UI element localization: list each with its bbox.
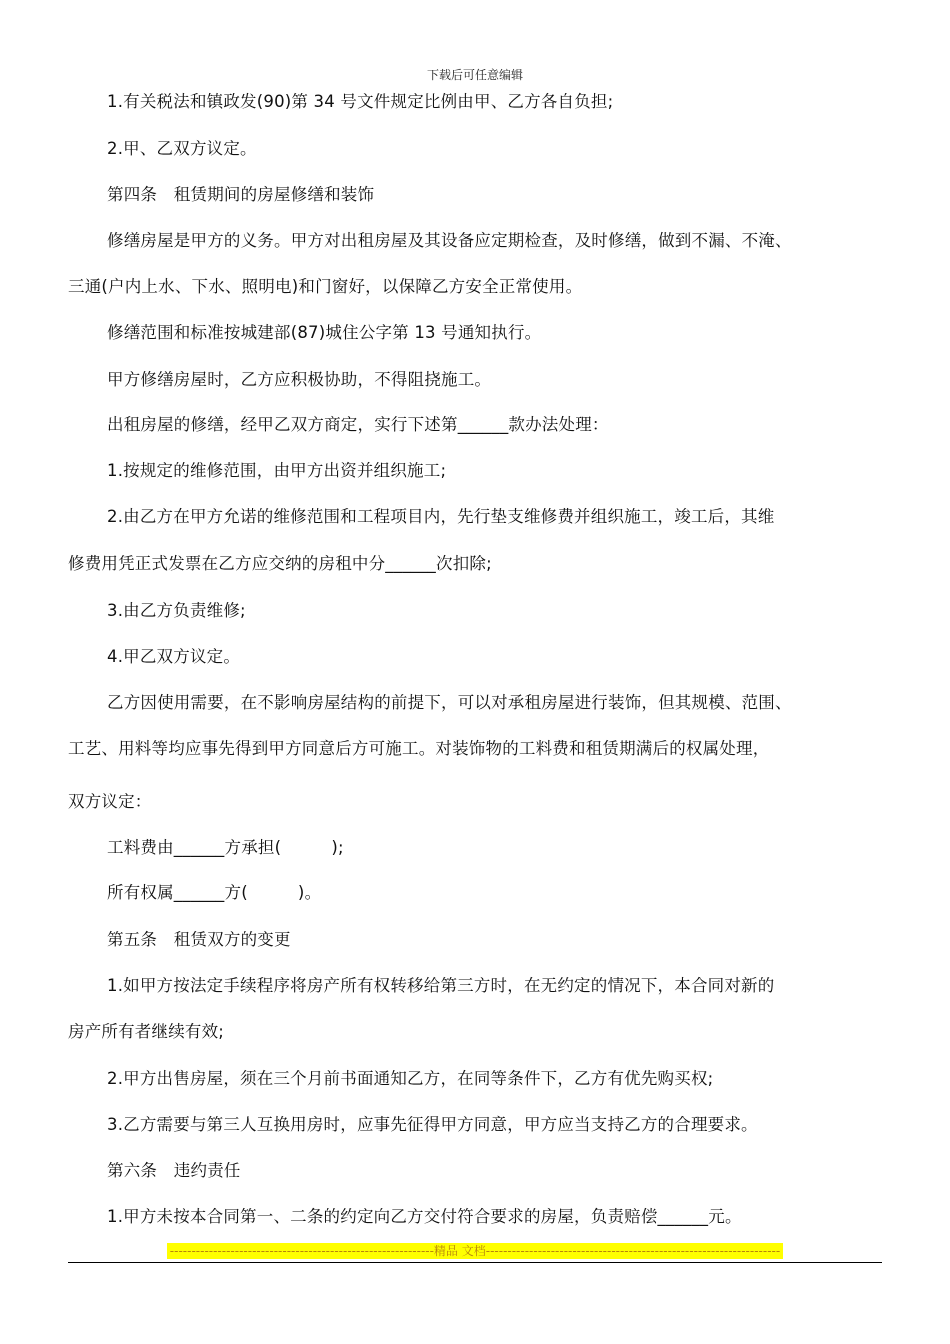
- section-heading: 第六条 违约责任: [107, 1161, 241, 1180]
- paragraph-line: 出租房屋的修缮，经甲乙双方商定，实行下述第______款办法处理：: [107, 415, 609, 434]
- paragraph-line: 4.甲乙双方议定。: [107, 647, 241, 666]
- paragraph-line: 三通(户内上水、下水、照明电)和门窗好，以保障乙方安全正常使用。: [68, 277, 583, 296]
- section-heading: 第四条 租赁期间的房屋修缮和装饰: [107, 185, 375, 204]
- paragraph-line: 3.由乙方负责维修;: [107, 601, 246, 620]
- paragraph-line: 乙方因使用需要，在不影响房屋结构的前提下，可以对承租房屋进行装饰，但其规模、范围、: [107, 693, 792, 712]
- paragraph-line: 房产所有者继续有效;: [68, 1022, 225, 1041]
- paragraph-line: 工料费由______方承担( );: [107, 838, 344, 857]
- paragraph-line: 3.乙方需要与第三人互换用房时，应事先征得甲方同意，甲方应当支持乙方的合理要求。: [107, 1115, 758, 1134]
- footer-banner: -------------------------------------------------------------精品 文档--------------------------------------------------------------------: [167, 1243, 783, 1259]
- paragraph-line: 2.甲方出售房屋，须在三个月前书面通知乙方，在同等条件下，乙方有优先购买权;: [107, 1069, 714, 1088]
- paragraph-line: 修费用凭正式发票在乙方应交纳的房租中分______次扣除;: [68, 554, 492, 573]
- page-header: 下载后可任意编辑: [426, 68, 523, 82]
- paragraph-line: 修缮范围和标准按城建部(87)城住公字第 13 号通知执行。: [107, 323, 542, 342]
- paragraph-line: 1.有关税法和镇政发(90)第 34 号文件规定比例由甲、乙方各自负担;: [107, 92, 614, 111]
- paragraph-line: 1.如甲方按法定手续程序将房产所有权转移给第三方时，在无约定的情况下，本合同对新的: [107, 976, 775, 995]
- paragraph-line: 修缮房屋是甲方的义务。甲方对出租房屋及其设备应定期检查，及时修缮，做到不漏、不淹、: [107, 231, 792, 250]
- paragraph-line: 2.甲、乙双方议定。: [107, 139, 257, 158]
- paragraph-line: 双方议定：: [68, 792, 152, 811]
- paragraph-line: 2.由乙方在甲方允诺的维修范围和工程项目内，先行垫支维修费并组织施工，竣工后，其维: [107, 507, 775, 526]
- paragraph-line: 1.按规定的维修范围，由甲方出资并组织施工;: [107, 461, 447, 480]
- paragraph-line: 所有权属______方( )。: [107, 883, 322, 902]
- paragraph-line: 甲方修缮房屋时，乙方应积极协助，不得阻挠施工。: [107, 370, 492, 389]
- section-heading: 第五条 租赁双方的变更: [107, 930, 291, 949]
- paragraph-line: 工艺、用料等均应事先得到甲方同意后方可施工。对装饰物的工料费和租赁期满后的权属处理，: [68, 739, 770, 758]
- paragraph-line: 1.甲方未按本合同第一、二条的约定向乙方交付符合要求的房屋，负责赔偿______元。: [107, 1207, 742, 1226]
- footer-divider: [68, 1262, 882, 1263]
